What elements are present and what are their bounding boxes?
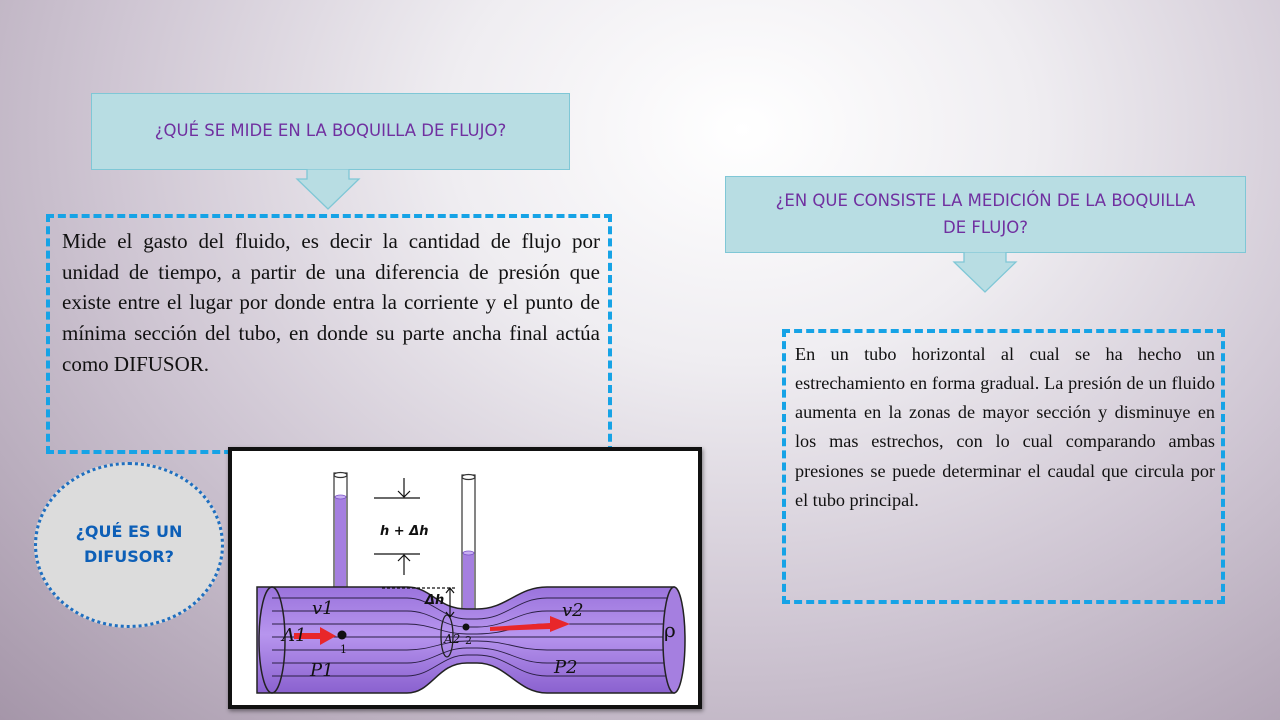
down-arrow-1 xyxy=(295,169,361,211)
venturi-diagram-svg xyxy=(232,451,698,705)
point-2 xyxy=(463,624,470,631)
answer-what-is-measured: Mide el gasto del fluido, es decir la cantidad de flujo por unidad de tiempo, a partir de una diferencia de presión que existe entre el lugar por donde entra la corriente y el punto de mínima sección del tubo, en donde su parte ancha final actúa como DIFUSOR. xyxy=(62,229,600,376)
question-what-is-measured: ¿QUÉ SE MIDE EN LA BOQUILLA DE FLUJO? xyxy=(154,121,507,141)
point-1 xyxy=(338,631,347,640)
area-2-label: A2 xyxy=(444,632,461,646)
question-box-what-is-measured xyxy=(91,93,570,170)
pressure-2-label: P2 xyxy=(554,657,578,678)
area-1-label: A1 xyxy=(282,625,307,646)
velocity-1-label: v1 xyxy=(312,598,334,619)
delta-h-label: Δh xyxy=(425,593,445,608)
answer-box-what-is-measured xyxy=(46,214,612,454)
tube-left-fluid xyxy=(335,497,346,591)
venturi-diagram xyxy=(228,447,702,709)
question-diffuser: ¿QUÉ ES UN DIFUSOR? xyxy=(75,522,183,566)
answer-box-measurement xyxy=(782,329,1225,604)
question-measurement: ¿EN QUE CONSISTE LA MEDICIÓN DE LA BOQUILLA DE FLUJO? xyxy=(775,191,1196,237)
velocity-2-label: v2 xyxy=(562,600,584,621)
pressure-1-label: P1 xyxy=(310,660,334,681)
down-arrow-2 xyxy=(952,252,1018,294)
density-label: ρ xyxy=(664,618,676,642)
question-box-measurement xyxy=(725,176,1246,253)
point-1-label: 1 xyxy=(340,643,347,656)
diffuser-question-circle xyxy=(34,462,224,628)
answer-measurement: En un tubo horizontal al cual se ha hecho un estrechamiento en forma gradual. La presión de un fluido aumenta en la zonas de mayor sección y disminuye en los mas estrechos, con lo cual comparando ambas presiones se puede determinar el caudal que circula por el tubo principal. xyxy=(795,344,1215,510)
point-2-label: 2 xyxy=(465,634,472,647)
height-label: h + Δh xyxy=(380,524,429,539)
